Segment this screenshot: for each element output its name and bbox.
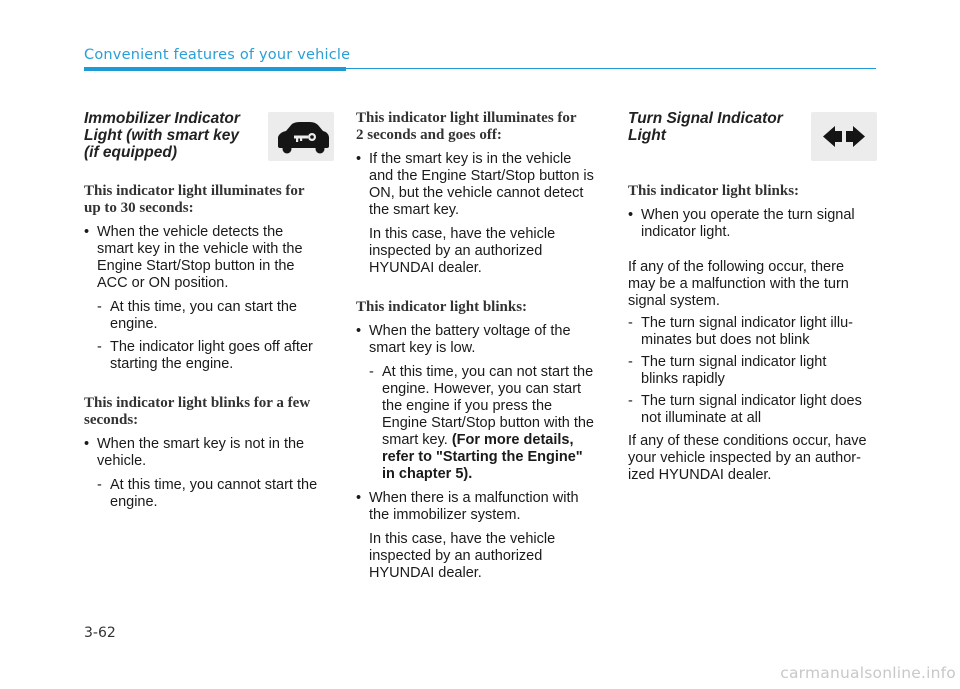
subheading-blinks: This indicator light blinks: (356, 299, 528, 315)
list-item: • When the vehicle detects the smart key in the vehicle with the Engine Start/Stop button in the ACC or ON position. (84, 224, 303, 291)
section-header: Convenient features of your vehicle (84, 47, 351, 63)
paragraph: If any of these conditions occur, have your vehicle inspected by an author- ized HYUNDAI dealer. (628, 433, 867, 483)
immobilizer-continued-section (356, 110, 604, 582)
header-rule-thin (346, 68, 876, 69)
paragraph: In this case, have the vehicle inspected by an authorized HYUNDAI dealer. (369, 226, 556, 276)
list-item: • If the smart key is in the vehicle and the Engine Start/Stop button is ON, but the vehicle cannot detect the smart key. (356, 151, 594, 218)
turn-signal-title: Turn Signal Indicator Light (628, 110, 783, 144)
list-item: - At this time, you can not start the engine. However, you can start the engine if you press the Engine Start/Stop button with the smart key. (For more details, refer to "Starting the Engine" in chapter 5). (369, 364, 594, 482)
car-key-icon (268, 112, 334, 161)
paragraph: If any of the following occur, there may be a malfunction with the turn signal system. (628, 259, 849, 309)
immobilizer-subheading-blinks: This indicator light blinks for a few seconds: (84, 395, 311, 428)
list-item: - The turn signal indicator light blinks rapidly (628, 354, 827, 387)
turn-signal-subheading: This indicator light blinks: (628, 183, 800, 199)
header-rule-thick (84, 67, 346, 71)
paragraph: In this case, have the vehicle inspected by an authorized HYUNDAI dealer. (369, 531, 556, 581)
immobilizer-section (84, 110, 334, 511)
list-item: - The turn signal indicator light does not illuminate at all (628, 393, 862, 426)
subheading-illuminates-2s: This indicator light illuminates for 2 seconds and goes off: (356, 110, 577, 143)
list-item: • When you operate the turn signal indicator light. (628, 207, 855, 240)
immobilizer-subheading-illuminates: This indicator light illuminates for up to 30 seconds: (84, 183, 305, 216)
turn-signal-arrows-icon (811, 112, 877, 161)
list-item: - At this time, you can start the engine. (97, 299, 297, 332)
immobilizer-title: Immobilizer Indicator Light (with smart key (if equipped) (84, 110, 240, 161)
list-item: • When there is a malfunction with the immobilizer system. (356, 490, 579, 523)
watermark: carmanualsonline.info (780, 664, 956, 682)
list-item: • When the battery voltage of the smart key is low. (356, 323, 571, 356)
list-item: • When the smart key is not in the vehicle. (84, 436, 305, 469)
turn-signal-section (628, 110, 878, 484)
list-item: - The turn signal indicator light illu- minates but does not blink (628, 315, 853, 348)
list-item: - At this time, you cannot start the engine. (97, 477, 318, 510)
list-item: - The indicator light goes off after starting the engine. (97, 339, 313, 372)
page-number: 3-62 (84, 625, 116, 641)
